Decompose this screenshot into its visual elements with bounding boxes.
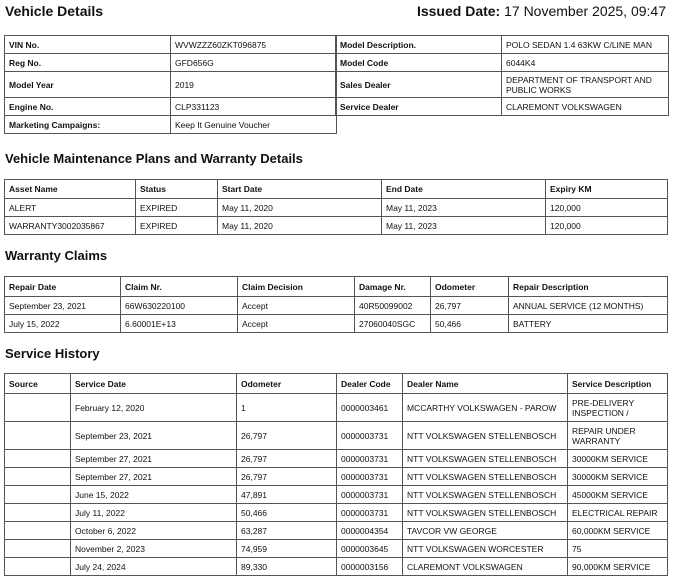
table-cell [5, 504, 71, 522]
table-cell: TAVCOR VW GEORGE [403, 522, 568, 540]
table-cell: 120,000 [546, 199, 668, 217]
table-cell: July 11, 2022 [71, 504, 237, 522]
table-cell: 30000KM SERVICE [568, 450, 668, 468]
vehicle-detail-label: Model Code [336, 54, 502, 72]
table-cell [5, 450, 71, 468]
column-header: Dealer Code [337, 374, 403, 394]
table-cell: 26,797 [237, 468, 337, 486]
table-cell: 0000003645 [337, 540, 403, 558]
table-cell: NTT VOLKSWAGEN STELLENBOSCH [403, 422, 568, 450]
vehicle-detail-row [5, 72, 337, 98]
vehicle-detail-row [5, 98, 337, 116]
page-title: Vehicle Details [5, 3, 104, 19]
table-cell: 45000KM SERVICE [568, 486, 668, 504]
vehicle-detail-value: WVWZZZ60ZKT096875 [171, 36, 337, 54]
table-cell: 0000003731 [337, 504, 403, 522]
table-cell: November 2, 2023 [71, 540, 237, 558]
table-cell: June 15, 2022 [71, 486, 237, 504]
issued-date [417, 3, 666, 19]
vehicle-detail-row [336, 54, 669, 72]
table-row [5, 468, 668, 486]
table-cell: 26,797 [431, 297, 509, 315]
vehicle-detail-value: 2019 [171, 72, 337, 98]
table-cell: Accept [238, 315, 355, 333]
service-history-title: Service History [5, 346, 100, 361]
table-cell: 63,287 [237, 522, 337, 540]
vehicle-detail-row [5, 36, 337, 54]
service-history-table [4, 373, 668, 576]
table-cell: 0000003731 [337, 468, 403, 486]
table-row [5, 297, 668, 315]
table-cell: 75 [568, 540, 668, 558]
maintenance-table [4, 179, 668, 235]
issued-date-value: 17 November 2025, 09:47 [504, 3, 666, 19]
table-cell: 26,797 [237, 422, 337, 450]
table-cell: EXPIRED [136, 199, 218, 217]
table-cell: 50,466 [237, 504, 337, 522]
table-cell: 0000003731 [337, 422, 403, 450]
table-row [5, 217, 668, 235]
column-header: Status [136, 180, 218, 199]
table-row [5, 522, 668, 540]
maintenance-title: Vehicle Maintenance Plans and Warranty Details [5, 151, 303, 166]
table-cell: September 23, 2021 [71, 422, 237, 450]
table-cell: 40R50099002 [355, 297, 431, 315]
table-cell: 50,466 [431, 315, 509, 333]
table-row [5, 199, 668, 217]
table-cell: 90,000KM SERVICE [568, 558, 668, 576]
warranty-claims-title: Warranty Claims [5, 248, 108, 263]
table-cell: 60,000KM SERVICE [568, 522, 668, 540]
table-row [5, 558, 668, 576]
column-header: Odometer [431, 277, 509, 297]
column-header: Claim Nr. [121, 277, 238, 297]
column-header: Repair Description [509, 277, 668, 297]
table-cell: ELECTRICAL REPAIR [568, 504, 668, 522]
table-cell [5, 540, 71, 558]
table-cell: 30000KM SERVICE [568, 468, 668, 486]
table-cell: 26,797 [237, 450, 337, 468]
table-cell: EXPIRED [136, 217, 218, 235]
issued-date-label: Issued Date: [416, 3, 501, 19]
column-header: Service Date [71, 374, 237, 394]
table-cell [5, 522, 71, 540]
table-cell [5, 468, 71, 486]
table-row [5, 504, 668, 522]
table-cell: NTT VOLKSWAGEN WORCESTER [403, 540, 568, 558]
vehicle-detail-value: GFD656G [171, 54, 337, 72]
table-cell: CLAREMONT VOLKSWAGEN [403, 558, 568, 576]
table-cell: May 11, 2020 [218, 199, 382, 217]
table-cell: May 11, 2023 [382, 217, 546, 235]
column-header: Repair Date [5, 277, 121, 297]
vehicle-detail-label: Sales Dealer [336, 72, 502, 98]
vehicle-detail-label: Model Description. [336, 36, 502, 54]
table-cell: 0000003156 [337, 558, 403, 576]
table-cell: September 23, 2021 [5, 297, 121, 315]
table-cell: 0000003731 [337, 486, 403, 504]
table-cell: 27060040SGC [355, 315, 431, 333]
table-cell [5, 558, 71, 576]
table-cell: September 27, 2021 [71, 468, 237, 486]
table-cell: 0000003461 [337, 394, 403, 422]
table-cell: 0000003731 [337, 450, 403, 468]
warranty-claims-table [4, 276, 668, 333]
table-cell: WARRANTY3002035867 [5, 217, 136, 235]
table-cell: BATTERY [509, 315, 668, 333]
vehicle-detail-label: Service Dealer [336, 98, 502, 116]
column-header: Odometer [237, 374, 337, 394]
table-cell: May 11, 2020 [218, 217, 382, 235]
table-cell: 47,891 [237, 486, 337, 504]
table-cell: 1 [237, 394, 337, 422]
vehicle-detail-label: Reg No. [5, 54, 171, 72]
vehicle-detail-value: CLP331123 [171, 98, 337, 116]
column-header: Expiry KM [546, 180, 668, 199]
vehicle-detail-label: VIN No. [5, 36, 171, 54]
table-row [5, 315, 668, 333]
table-cell: 0000004354 [337, 522, 403, 540]
table-cell: NTT VOLKSWAGEN STELLENBOSCH [403, 468, 568, 486]
vehicle-detail-value: DEPARTMENT OF TRANSPORT AND PUBLIC WORKS [502, 72, 669, 98]
vehicle-detail-label: Model Year [5, 72, 171, 98]
vehicle-detail-row [336, 72, 669, 98]
vehicle-detail-row [5, 116, 337, 134]
table-cell: PRE-DELIVERY INSPECTION / [568, 394, 668, 422]
table-cell: October 6, 2022 [71, 522, 237, 540]
table-cell: REPAIR UNDER WARRANTY [568, 422, 668, 450]
table-cell: NTT VOLKSWAGEN STELLENBOSCH [403, 486, 568, 504]
column-header: End Date [382, 180, 546, 199]
table-cell: 6.60001E+13 [121, 315, 238, 333]
vehicle-detail-row [336, 98, 669, 116]
table-cell: ALERT [5, 199, 136, 217]
column-header: Source [5, 374, 71, 394]
vehicle-detail-label: Engine No. [5, 98, 171, 116]
table-cell: 120,000 [546, 217, 668, 235]
vehicle-details-left-table [4, 35, 337, 134]
table-row [5, 394, 668, 422]
table-cell [5, 394, 71, 422]
vehicle-detail-value: 6044K4 [502, 54, 669, 72]
table-cell [5, 486, 71, 504]
column-header: Service Description [568, 374, 668, 394]
vehicle-detail-value: CLAREMONT VOLKSWAGEN [502, 98, 669, 116]
table-cell [5, 422, 71, 450]
table-cell: 89,330 [237, 558, 337, 576]
table-cell: 66W630220100 [121, 297, 238, 315]
table-row [5, 486, 668, 504]
table-cell: 74,959 [237, 540, 337, 558]
vehicle-detail-value: Keep It Genuine Voucher [171, 116, 337, 134]
table-row [5, 450, 668, 468]
table-cell: July 15, 2022 [5, 315, 121, 333]
column-header: Claim Decision [238, 277, 355, 297]
table-cell: February 12, 2020 [71, 394, 237, 422]
column-header: Damage Nr. [355, 277, 431, 297]
vehicle-detail-row [336, 36, 669, 54]
column-header: Asset Name [5, 180, 136, 199]
table-cell: MCCARTHY VOLKSWAGEN - PAROW [403, 394, 568, 422]
vehicle-detail-value: POLO SEDAN 1.4 63KW C/LINE MAN [502, 36, 669, 54]
vehicle-detail-row [5, 54, 337, 72]
table-cell: ANNUAL SERVICE (12 MONTHS) [509, 297, 668, 315]
column-header: Dealer Name [403, 374, 568, 394]
table-cell: NTT VOLKSWAGEN STELLENBOSCH [403, 450, 568, 468]
table-row [5, 422, 668, 450]
table-row [5, 540, 668, 558]
vehicle-detail-label: Marketing Campaigns: [5, 116, 171, 134]
table-cell: NTT VOLKSWAGEN STELLENBOSCH [403, 504, 568, 522]
table-cell: May 11, 2023 [382, 199, 546, 217]
table-cell: September 27, 2021 [71, 450, 237, 468]
table-cell: July 24, 2024 [71, 558, 237, 576]
column-header: Start Date [218, 180, 382, 199]
table-cell: Accept [238, 297, 355, 315]
vehicle-details-right-table [335, 35, 669, 116]
